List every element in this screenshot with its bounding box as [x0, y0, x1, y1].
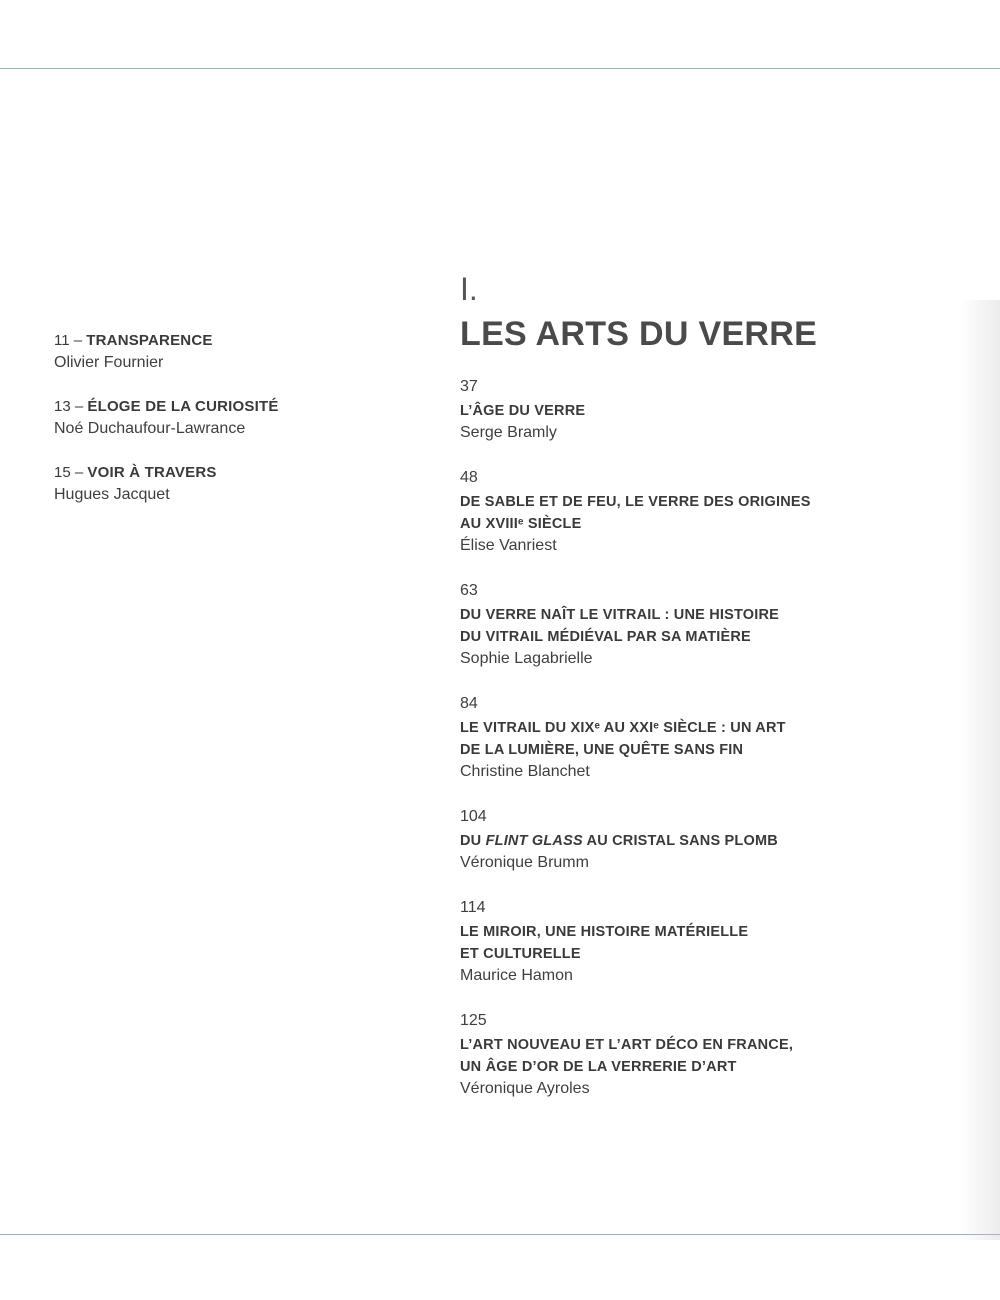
- preface-entry: [54, 330, 414, 374]
- page-number: 104: [460, 808, 487, 825]
- section-number: I.: [460, 271, 478, 307]
- title-italic-part: FLINT GLASS: [485, 833, 583, 849]
- page-number: 15: [54, 464, 71, 481]
- entry-title-line: LE VITRAIL DU XIXᵉ AU XXIᵉ SIÈCLE : UN ART: [460, 720, 786, 736]
- separator: –: [70, 398, 88, 415]
- toc-entry: [460, 376, 980, 444]
- page-number: 63: [460, 582, 478, 599]
- entry-title: ÉLOGE DE LA CURIOSITÉ: [87, 398, 279, 415]
- entry-title-line: AU XVIIIᵉ SIÈCLE: [460, 516, 582, 532]
- title-part: AU CRISTAL SANS PLOMB: [582, 833, 778, 849]
- title-part: DU: [460, 833, 486, 849]
- entry-author: Serge Bramly: [460, 424, 557, 441]
- entry-author: Véronique Ayroles: [460, 1080, 590, 1097]
- entry-title-line: DE SABLE ET DE FEU, LE VERRE DES ORIGINES: [460, 494, 811, 510]
- entry-title-line: LE MIROIR, UNE HISTOIRE MATÉRIELLE: [460, 924, 749, 940]
- entry-title: VOIR À TRAVERS: [87, 464, 217, 481]
- entry-title-line: L’ART NOUVEAU ET L’ART DÉCO EN FRANCE,: [460, 1037, 794, 1053]
- preface-entry: [54, 462, 414, 506]
- section-title: LES ARTS DU VERRE: [460, 315, 818, 353]
- entry-author: Noé Duchaufour-Lawrance: [54, 420, 246, 437]
- page-number: 125: [460, 1012, 487, 1029]
- entry-author: Sophie Lagabrielle: [460, 650, 593, 667]
- page-number: 84: [460, 695, 478, 712]
- entry-author: Hugues Jacquet: [54, 486, 170, 503]
- page-number: 48: [460, 469, 478, 486]
- entry-author: Christine Blanchet: [460, 763, 590, 780]
- entry-title-line: L’ÂGE DU VERRE: [460, 403, 586, 419]
- page-number: 114: [460, 899, 486, 916]
- entry-author: Olivier Fournier: [54, 354, 164, 371]
- top-rule: [0, 68, 1000, 69]
- entry-title-line: DU VITRAIL MÉDIÉVAL PAR SA MATIÈRE: [460, 629, 751, 645]
- entry-author: Élise Vanriest: [460, 537, 557, 554]
- page-number: 37: [460, 378, 478, 395]
- preface-list: [54, 330, 414, 528]
- toc-entry: [460, 693, 980, 783]
- entry-title-line: DU VERRE NAÎT LE VITRAIL : UNE HISTOIRE: [460, 607, 780, 623]
- entry-title-line: DE LA LUMIÈRE, UNE QUÊTE SANS FIN: [460, 742, 744, 758]
- section-contents: [460, 270, 980, 1123]
- entry-title-line: [460, 830, 980, 852]
- toc-entry: [460, 580, 980, 670]
- entry-author: Véronique Brumm: [460, 854, 589, 871]
- separator: –: [69, 332, 87, 349]
- toc-entry: [460, 806, 980, 874]
- page-number: 13: [54, 398, 71, 415]
- toc-entry: [460, 1010, 980, 1100]
- entry-title-line: UN ÂGE D’OR DE LA VERRERIE D’ART: [460, 1059, 737, 1075]
- entry-title-line: ET CULTURELLE: [460, 946, 581, 962]
- entry-title: TRANSPARENCE: [86, 332, 213, 349]
- preface-entry: [54, 396, 414, 440]
- separator: –: [70, 464, 88, 481]
- bottom-rule: [0, 1234, 1000, 1235]
- page-number: 11: [54, 332, 70, 349]
- toc-entry: [460, 897, 980, 987]
- toc-entry: [460, 467, 980, 557]
- entry-author: Maurice Hamon: [460, 967, 573, 984]
